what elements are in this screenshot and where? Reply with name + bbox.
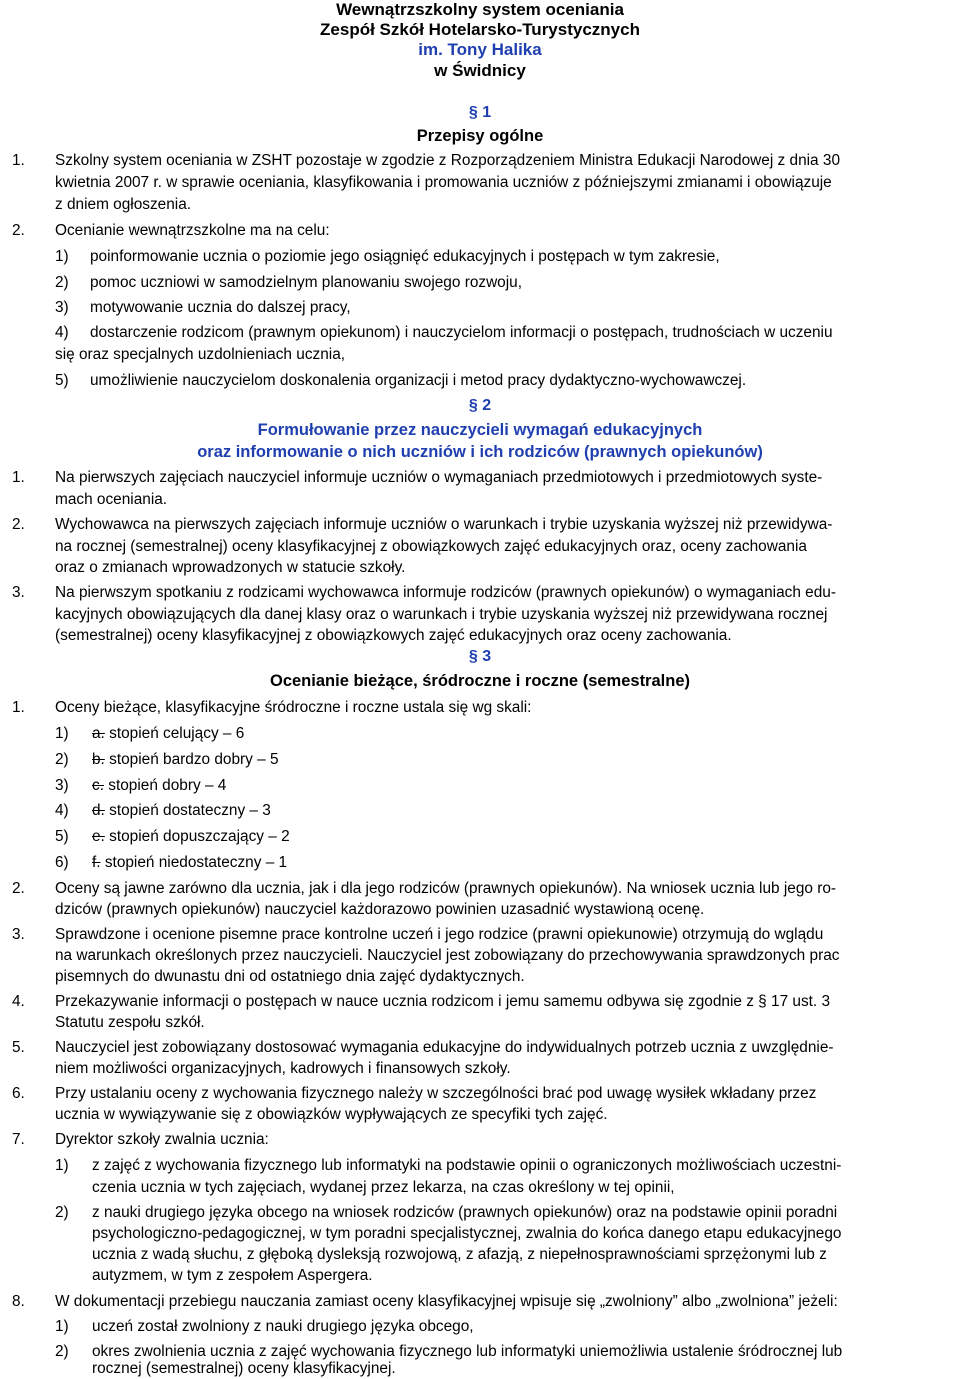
goal-text: poinformowanie ucznia o poziomie jego osiągnięć edukacyjnych i postępach w tym zakresie, bbox=[90, 248, 720, 265]
section-1-number: § 1 bbox=[468, 104, 492, 121]
grade-letter: d. bbox=[92, 802, 105, 819]
school-header-line1: Wewnątrzszkolny system oceniania bbox=[336, 0, 624, 19]
grade-number: 3) bbox=[55, 777, 69, 794]
grade-number: 1) bbox=[55, 725, 69, 742]
grade-number: 6) bbox=[55, 854, 69, 871]
s3-item-line: dziców (prawnych opiekunów) nauczyciel każdorazowo powinien uzasadnić wystawioną ocenę. bbox=[55, 901, 705, 918]
grade-letter: f. bbox=[92, 854, 101, 871]
s2-item-line: mach oceniania. bbox=[55, 491, 168, 508]
s2-item-line: Wychowawca na pierwszych zajęciach informuje uczniów o warunkach i trybie uzyskania wyższej niż przewidywa- bbox=[55, 516, 833, 533]
school-header-line3: im. Tony Halika bbox=[418, 40, 542, 59]
s2-item-number: 1. bbox=[12, 469, 25, 486]
s3-item-line: pisemnych do dwunastu dni od ostatniego dnia zajęć dydaktycznych. bbox=[55, 968, 525, 985]
s3-item-number: 4. bbox=[12, 993, 25, 1010]
grade-item bbox=[92, 826, 592, 847]
grade-number: 2) bbox=[55, 751, 69, 768]
grade-item bbox=[92, 775, 592, 796]
grade-text: stopień niedostateczny – 1 bbox=[104, 854, 288, 871]
grade-text: stopień dostateczny – 3 bbox=[109, 802, 271, 819]
goal-number: 5) bbox=[55, 372, 69, 389]
s2-item-line: na rocznej (semestralnej) oceny klasyfikacyjnej z obowiązkowych zajęć edukacyjnych oraz, oceny zachowania bbox=[55, 538, 807, 555]
grade-text: stopień dobry – 4 bbox=[108, 777, 227, 794]
goal-text: motywowanie ucznia do dalszej pracy, bbox=[90, 299, 351, 316]
grade-text: stopień bardzo dobry – 5 bbox=[109, 751, 279, 768]
grade-text: stopień dopuszczający – 2 bbox=[109, 828, 290, 845]
s3-item-line: Oceny są jawne zarówno dla ucznia, jak i dla jego rodziców (prawnych opiekunów). Na wniosek ucznia lub jego ro- bbox=[55, 880, 837, 897]
s2-item-line: Na pierwszym spotkaniu z rodzicami wychowawca informuje rodziców (prawnych opiekunów) o wymaganiach edu- bbox=[55, 584, 836, 601]
grade-number: 5) bbox=[55, 828, 69, 845]
goal-number: 4) bbox=[55, 324, 69, 341]
s3-subitem-line: rocznej (semestralnej) oceny klasyfikacyjnej. bbox=[92, 1360, 396, 1377]
s3-item-line: Dyrektor szkoły zwalnia ucznia: bbox=[55, 1131, 269, 1148]
s3-subitem-line: uczeń został zwolniony z nauki drugiego języka obcego, bbox=[92, 1318, 474, 1335]
s2-item-line: oraz o zmianach wprowadzonych w statucie szkoły. bbox=[55, 559, 406, 576]
grade-item bbox=[92, 749, 592, 770]
grade-letter: b. bbox=[92, 751, 105, 768]
goal-number: 1) bbox=[55, 248, 69, 265]
school-header-line4: w Świdnicy bbox=[434, 61, 526, 80]
s3-item-line: niem możliwości organizacyjnych, kadrowych i finansowych szkoły. bbox=[55, 1060, 511, 1077]
s3-item-number: 7. bbox=[12, 1131, 25, 1148]
s3-item-line: W dokumentacji przebiegu nauczania zamiast oceny klasyfikacyjnej wpisuje się „zwolniony” albo „zwolniona” jeżeli: bbox=[55, 1293, 838, 1310]
section-3-title: Ocenianie bieżące, śródroczne i roczne (semestralne) bbox=[270, 672, 690, 690]
s3-subitem-line: autyzmem, w tym z zespołem Aspergera. bbox=[92, 1267, 373, 1284]
s3-item-line: ucznia w wywiązywanie się z obowiązków wypływających ze specyfiki tych zajęć. bbox=[55, 1106, 608, 1123]
s3-item-line: Sprawdzone i ocenione pisemne prace kontrolne uczeń i jego rodzice (prawni opiekunowie) otrzymują do wglądu bbox=[55, 926, 824, 943]
section-2-title-line1: Formułowanie przez nauczycieli wymagań edukacyjnych bbox=[257, 421, 703, 439]
grade-letter: a. bbox=[92, 725, 105, 742]
s3-subitem-line: z zajęć z wychowania fizycznego lub informatyki na podstawie opinii o ograniczonych możliwościach uczestni- bbox=[92, 1157, 842, 1174]
s3-subitem-line: psychologiczno-pedagogicznej, w tym poradni specjalistycznej, zwalnia do końca danego etapu edukacyjnego bbox=[92, 1225, 842, 1242]
s3-item-number: 3. bbox=[12, 926, 25, 943]
grade-item bbox=[92, 852, 592, 873]
s3-subitem-number: 2) bbox=[55, 1204, 69, 1221]
s3-item-number: 6. bbox=[12, 1085, 25, 1102]
s3-item-number: 2. bbox=[12, 880, 25, 897]
section-2-title-line2: oraz informowanie o nich uczniów i ich rodziców (prawnych opiekunów) bbox=[197, 443, 763, 461]
s3-item-line: Nauczyciel jest zobowiązany dostosować wymagania edukacyjne do indywidualnych potrzeb ucznia z uwzględnie- bbox=[55, 1039, 834, 1056]
s3-item-line: Statutu zespołu szkół. bbox=[55, 1014, 205, 1031]
s2-item-number: 2. bbox=[12, 516, 25, 533]
goal-text: pomoc uczniowi w samodzielnym planowaniu swojego rozwoju, bbox=[90, 274, 522, 291]
grade-number: 4) bbox=[55, 802, 69, 819]
s3-item-number: 5. bbox=[12, 1039, 25, 1056]
goal-text-continued: się oraz specjalnych uzdolnieniach ucznia, bbox=[55, 346, 346, 363]
goal-number: 2) bbox=[55, 274, 69, 291]
s3-subitem-line: okres zwolnienia ucznia z zajęć wychowania fizycznego lub informatyki uniemożliwia ustalenie śródrocznej lub bbox=[92, 1343, 843, 1360]
grade-text: stopień celujący – 6 bbox=[109, 725, 245, 742]
s3-item-text: Oceny bieżące, klasyfikacyjne śródroczne i roczne ustala się wg skali: bbox=[55, 699, 532, 716]
s3-subitem-number: 1) bbox=[55, 1157, 69, 1174]
s3-item-line: na warunkach określonych przez nauczycieli. Nauczyciel jest zobowiązany do przechowywania sprawdzonych prac bbox=[55, 947, 840, 964]
grade-letter: c. bbox=[92, 777, 104, 794]
grade-item bbox=[92, 800, 592, 821]
section-1-title: Przepisy ogólne bbox=[416, 127, 544, 145]
s2-item-number: 3. bbox=[12, 584, 25, 601]
s2-item-line: (semestralnej) oceny klasyfikacyjnej z obowiązkowych zajęć edukacyjnych oraz oceny zachowania. bbox=[55, 627, 732, 644]
s1-item-2-text: Ocenianie wewnątrzszkolne ma na celu: bbox=[55, 222, 330, 239]
s1-item-1-number: 1. bbox=[12, 152, 25, 169]
s2-item-line: kacyjnych obowiązujących dla danej klasy oraz o warunkach i trybie uzyskania wyższej niż przewidywana rocznej bbox=[55, 606, 828, 623]
s3-item-line: Przy ustalaniu oceny z wychowania fizycznego należy w szczególności brać pod uwagę wysiłek wkładany przez bbox=[55, 1085, 817, 1102]
s1-item-1-line: kwietnia 2007 r. w sprawie oceniania, klasyfikowania i promowania uczniów z późniejszymi zmianami i obowiązuje bbox=[55, 174, 832, 191]
school-header-line2: Zespół Szkół Hotelarsko-Turystycznych bbox=[320, 20, 640, 39]
s1-item-2-number: 2. bbox=[12, 222, 25, 239]
grade-item bbox=[92, 723, 592, 744]
s2-item-line: Na pierwszych zajęciach nauczyciel informuje uczniów o wymaganiach przedmiotowych i przedmiotowych syste- bbox=[55, 469, 823, 486]
s3-subitem-number: 1) bbox=[55, 1318, 69, 1335]
s1-item-1-line: Szkolny system oceniania w ZSHT pozostaje w zgodzie z Rozporządzeniem Ministra Edukacji Narodowej z dnia 30 bbox=[55, 152, 840, 169]
section-2-number: § 2 bbox=[468, 397, 492, 414]
section-3-number: § 3 bbox=[468, 648, 492, 665]
s3-subitem-line: z nauki drugiego języka obcego na wniosek rodziców (prawnych opiekunów) oraz na podstawie opinii poradni bbox=[92, 1204, 838, 1221]
s3-item-number: 1. bbox=[12, 699, 25, 716]
goal-number: 3) bbox=[55, 299, 69, 316]
goal-text: dostarczenie rodzicom (prawnym opiekunom) i nauczycielom informacji o postępach, trudnościach w uczeniu bbox=[90, 324, 833, 341]
s3-item-line: Przekazywanie informacji o postępach w nauce ucznia rodzicom i jemu samemu odbywa się zgodnie z § 17 ust. 3 bbox=[55, 993, 831, 1010]
goal-text: umożliwienie nauczycielom doskonalenia organizacji i metod pracy dydaktyczno-wychowawczej. bbox=[90, 372, 747, 389]
s3-subitem-line: czenia ucznia w tych zajęciach, wydanej przez lekarza, na czas określony w tej opinii, bbox=[92, 1179, 675, 1196]
s3-item-number: 8. bbox=[12, 1293, 25, 1310]
s1-item-1-line: z dniem ogłoszenia. bbox=[55, 196, 192, 213]
s3-subitem-line: ucznia z wadą słuchu, z głęboką dysleksją rozwojową, z afazją, z niepełnosprawnościami sprzężonymi lub z bbox=[92, 1246, 827, 1263]
s3-subitem-number: 2) bbox=[55, 1343, 69, 1360]
grade-letter: e. bbox=[92, 828, 105, 845]
